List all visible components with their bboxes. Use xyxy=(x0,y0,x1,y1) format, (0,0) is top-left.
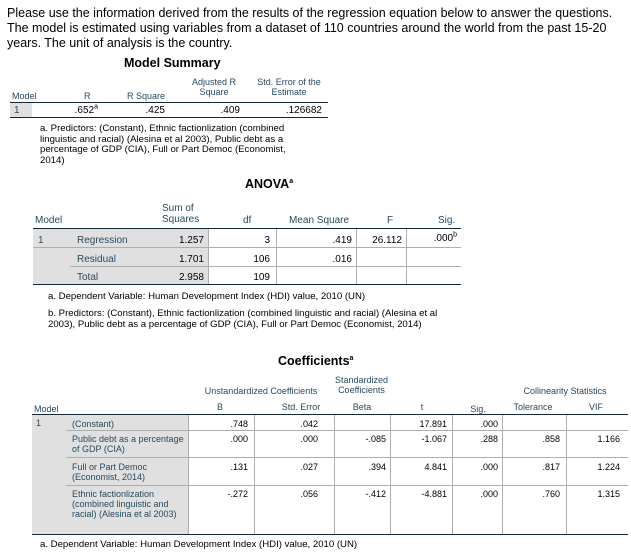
coef-sig-value: .000 xyxy=(480,462,498,472)
anova-header-f: F xyxy=(387,215,394,226)
coef-vif-value: 1.166 xyxy=(597,434,620,444)
coef-sig-value: .000 xyxy=(480,489,498,499)
anova-header-model: Model xyxy=(35,215,63,226)
coef-se-value: .042 xyxy=(300,419,318,429)
coef-footnote: a. Dependent Variable: Human Development Index (HDI) value, 2010 (UN) xyxy=(40,539,358,550)
coef-beta-value: -.412 xyxy=(365,489,386,499)
coef-header-tolerance: Tolerance xyxy=(513,402,553,412)
ms-header-std-error: Std. Error of the Estimate xyxy=(257,77,321,97)
anova-col-sep-2 xyxy=(276,229,277,284)
coefficients-title: Coefficients$^a$ xyxy=(278,354,354,368)
coef-header-sig: Sig. xyxy=(470,404,486,414)
anova-col-sep-4 xyxy=(406,229,407,284)
coef-header-vif: VIF xyxy=(588,402,603,412)
anova-sig-value: .000$^b$ xyxy=(433,231,457,244)
anova-f-value: 26.112 xyxy=(372,235,402,246)
anova-ms-value: .419 xyxy=(332,235,352,246)
model-summary-title: Model Summary xyxy=(124,56,221,70)
coef-header-t: t xyxy=(420,402,424,412)
coef-model-number: 1 xyxy=(36,418,42,428)
coef-se-value: .000 xyxy=(300,434,318,444)
anova-header-ss: Sum of Squares xyxy=(162,203,200,225)
coef-b-value: .748 xyxy=(230,419,248,429)
coef-header-beta: Beta xyxy=(352,402,372,412)
coef-row-rule xyxy=(66,457,628,458)
coef-header-model: Model xyxy=(34,404,59,414)
ms-r-value: .652$^a$ xyxy=(74,103,98,116)
coef-t-value: -1.067 xyxy=(421,434,447,444)
coef-tolerance-value: .760 xyxy=(542,489,560,499)
coef-bottom-rule xyxy=(32,534,628,535)
coef-group-unstandardized: Unstandardized Coefficients xyxy=(204,386,318,396)
coef-row-label: Public debt as a percentage of GDP (CIA) xyxy=(72,434,184,454)
anova-df-value: 106 xyxy=(253,254,270,265)
coef-row-label: Ethnic factionlization (combined linguistic and racial) (Alesina et al 2003) xyxy=(72,489,177,519)
anova-row-label: Regression xyxy=(77,235,128,246)
anova-ss-value: 1.257 xyxy=(178,235,204,246)
anova-title: ANOVA$^a$ xyxy=(245,177,294,191)
coef-row-label: Full or Part Democ (Economist, 2014) xyxy=(72,462,148,482)
ms-adj-r-square-value: .409 xyxy=(220,105,240,116)
coef-col-sep xyxy=(188,415,189,534)
anova-header-sig: Sig. xyxy=(438,215,456,226)
anova-header-ms: Mean Square xyxy=(289,215,350,226)
coef-col-sep xyxy=(566,415,567,534)
coef-t-value: 17.891 xyxy=(419,419,447,429)
coef-col-sep xyxy=(452,415,453,534)
ms-header-r: R xyxy=(84,91,91,101)
anova-footnote-a: a. Dependent Variable: Human Development Index (HDI) value, 2010 (UN) xyxy=(48,291,366,302)
anova-row-label: Total xyxy=(77,272,99,283)
coef-row-rule xyxy=(66,485,628,486)
coef-col-sep xyxy=(334,415,335,534)
intro-text: Please use the information derived from the results of the regression equation below to answer the questions. The model is estimated using variables from a dataset of 110 countries around the world from the past 15-20 years. The unit of analysis is the country. xyxy=(7,6,613,50)
anova-ss-value: 1.701 xyxy=(178,254,204,265)
anova-df-value: 3 xyxy=(264,235,270,246)
coef-tolerance-value: .817 xyxy=(542,462,560,472)
anova-model-number: 1 xyxy=(38,235,44,246)
anova-row-rule-2 xyxy=(70,266,461,267)
anova-df-value: 109 xyxy=(253,272,270,283)
coef-beta-value: .394 xyxy=(368,462,386,472)
coef-se-value: .027 xyxy=(300,462,318,472)
coef-vif-value: 1.224 xyxy=(597,462,620,472)
coef-t-value: -4.881 xyxy=(421,489,447,499)
anova-bottom-rule xyxy=(33,284,461,285)
coef-row-rule xyxy=(66,430,628,431)
anova-row-rule-1 xyxy=(33,247,461,248)
coef-sig-value: .000 xyxy=(480,419,498,429)
ms-std-error-value: .126682 xyxy=(285,105,322,116)
coef-b-value: .000 xyxy=(230,434,248,444)
coef-se-value: .056 xyxy=(300,489,318,499)
anova-ss-value: 2.958 xyxy=(178,272,204,283)
ms-header-r-square: R Square xyxy=(127,91,166,101)
ms-header-adj-r-square: Adjusted R Square xyxy=(191,77,237,97)
anova-footnote-b: b. Predictors: (Constant), Ethnic factionlization (combined linguistic and racial) (Alesina et al 2003), Public debt as a percentage of GDP (CIA), Full or Part Democ (Economist, 2014) xyxy=(48,308,438,330)
ms-footnote: a. Predictors: (Constant), Ethnic factionlization (combined linguistic and racial) (Alesina et al 2003), Public debt as a percentage of GDP (CIA), Full or Part Democ (Economist, 2014) xyxy=(40,123,286,166)
anova-header-df: df xyxy=(243,215,252,226)
coef-beta-value: -.085 xyxy=(365,434,386,444)
coef-b-value: -.272 xyxy=(227,489,248,499)
anova-ms-value: .016 xyxy=(332,254,352,265)
coef-b-value: .131 xyxy=(230,462,248,472)
coef-group-collinearity: Collinearity Statistics xyxy=(523,386,607,396)
ms-bottom-rule xyxy=(10,117,328,118)
coef-tolerance-value: .858 xyxy=(542,434,560,444)
coef-t-value: 4.841 xyxy=(424,462,447,472)
coef-header-b: B xyxy=(216,402,223,412)
coef-header-std-error: Std. Error xyxy=(281,402,321,412)
anova-col-sep-3 xyxy=(356,229,357,284)
ms-r-square-value: .425 xyxy=(145,105,165,116)
anova-row-label: Residual xyxy=(77,254,116,265)
ms-model-number: 1 xyxy=(14,105,20,116)
anova-col-sep-1 xyxy=(208,229,209,284)
coef-col-sep xyxy=(390,415,391,534)
ms-header-rule xyxy=(10,102,328,103)
coef-group-standardized: Standardized Coefficients xyxy=(334,375,389,395)
coef-col-sep xyxy=(502,415,503,534)
coef-vif-value: 1.315 xyxy=(597,489,620,499)
coef-sig-value: .288 xyxy=(480,434,498,444)
ms-header-model: Model xyxy=(12,91,37,101)
coef-row-label: (Constant) xyxy=(72,419,115,429)
coef-col-sep xyxy=(254,415,255,534)
